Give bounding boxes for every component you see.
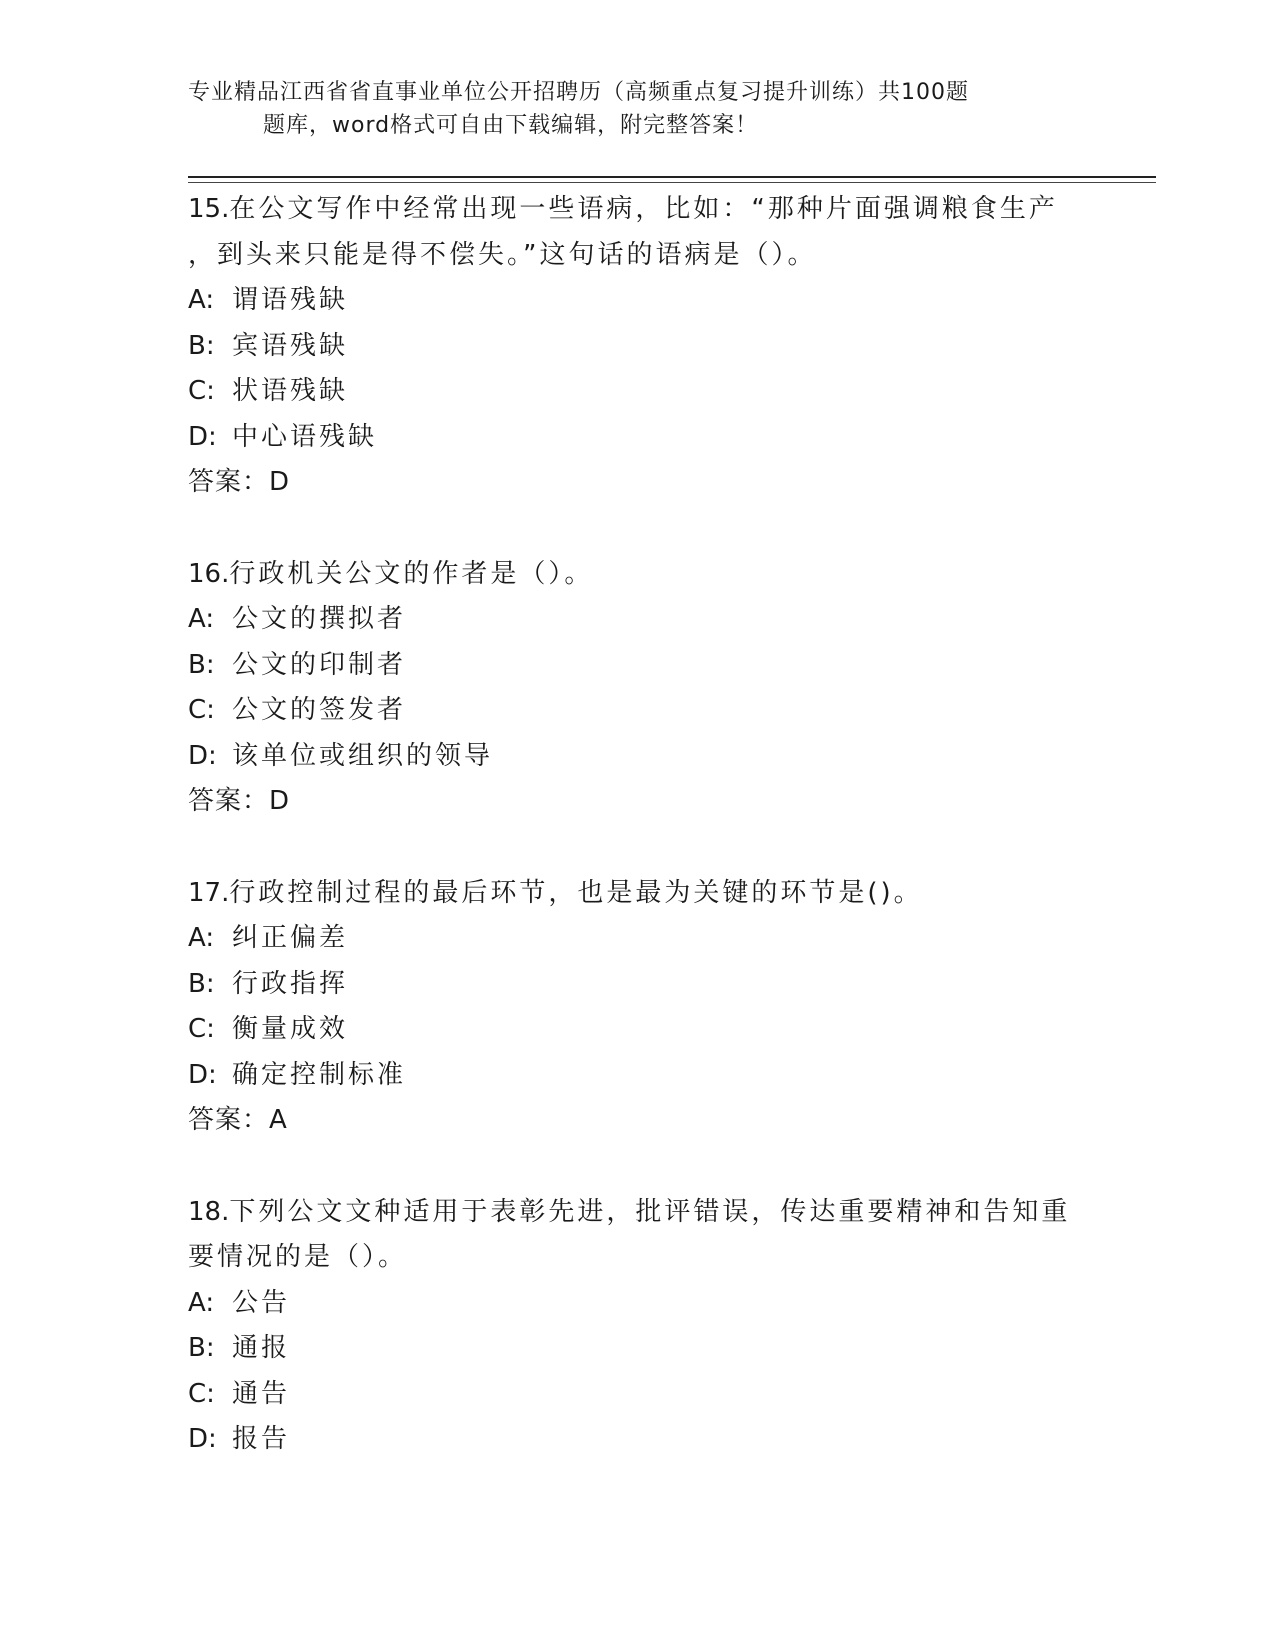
option-label: C:	[188, 1378, 215, 1409]
question-stem-line: 行政机关公文的作者是（）。	[229, 558, 594, 589]
question-stem-line: ，到头来只能是得不偿失。”这句话的语病是（）。	[188, 239, 817, 270]
option-b	[188, 643, 1088, 689]
option-d	[188, 734, 1088, 780]
option-text: 通报	[232, 1333, 291, 1363]
option-d	[188, 1053, 1088, 1099]
question-18	[188, 1190, 1088, 1463]
question-number: 16.	[188, 558, 230, 589]
option-text: 公告	[232, 1287, 291, 1318]
option-text: 通告	[232, 1378, 291, 1409]
question-number: 15.	[188, 194, 230, 224]
option-c	[188, 369, 1088, 415]
option-label: C:	[188, 1014, 215, 1044]
option-text: 报告	[232, 1424, 291, 1454]
question-stem-line: 在公文写作中经常出现一些语病，比如：“那种片面强调粮食生产	[229, 194, 1058, 224]
option-label: D:	[188, 740, 217, 771]
answer-line: 答案：A	[188, 1105, 288, 1135]
question-stem-continued	[188, 1235, 1088, 1281]
header-divider-thin	[188, 182, 1156, 183]
header-title-line-2: 题库，word格式可自由下载编辑，附完整答案！	[263, 113, 759, 138]
option-b	[188, 1326, 1088, 1372]
option-label: D:	[188, 1059, 217, 1090]
option-label: A:	[188, 285, 215, 315]
question-stem-line: 行政控制过程的最后环节，也是最为关键的环节是()。	[229, 877, 923, 908]
option-text: 谓语残缺	[232, 285, 349, 315]
option-a	[188, 916, 1088, 962]
question-stem-continued	[188, 233, 1088, 279]
question-number: 17.	[188, 877, 230, 908]
option-a	[188, 597, 1088, 643]
option-c	[188, 688, 1088, 734]
question-stem-line: 要情况的是（）。	[188, 1242, 408, 1272]
option-label: D:	[188, 1424, 217, 1454]
header-divider-thick	[188, 176, 1156, 178]
question-15	[188, 187, 1088, 506]
answer-line: 答案：D	[188, 467, 291, 497]
option-text: 行政指挥	[232, 968, 349, 999]
question-stem	[188, 871, 1088, 917]
option-label: A:	[188, 923, 215, 953]
option-label: B:	[188, 1333, 215, 1363]
question-stem	[188, 1190, 1088, 1236]
option-a	[188, 278, 1088, 324]
question-number: 18.	[188, 1196, 230, 1227]
option-text: 衡量成效	[232, 1014, 349, 1044]
option-b	[188, 962, 1088, 1008]
question-stem	[188, 552, 1088, 598]
option-text: 纠正偏差	[232, 923, 349, 953]
option-label: C:	[188, 695, 215, 725]
option-label: A:	[188, 1287, 215, 1318]
option-text: 确定控制标准	[232, 1059, 407, 1090]
answer-line: 答案：D	[188, 786, 291, 816]
question-16	[188, 552, 1088, 825]
option-text: 该单位或组织的领导	[232, 740, 494, 771]
question-list	[188, 187, 1088, 1509]
option-text: 中心语残缺	[232, 421, 378, 452]
question-stem-line: 下列公文文种适用于表彰先进，批评错误，传达重要精神和告知重	[229, 1196, 1071, 1227]
option-c	[188, 1007, 1088, 1053]
option-c	[188, 1372, 1088, 1418]
header-title-line-1: 专业精品江西省省直事业单位公开招聘历（高频重点复习提升训练）共100题	[188, 80, 969, 105]
document-header	[188, 76, 1048, 142]
option-b	[188, 324, 1088, 370]
option-text: 公文的印制者	[232, 649, 407, 680]
question-17	[188, 871, 1088, 1144]
question-stem	[188, 187, 1088, 233]
option-a	[188, 1281, 1088, 1327]
option-label: A:	[188, 604, 215, 634]
option-d	[188, 1417, 1088, 1463]
option-label: C:	[188, 376, 215, 406]
option-d	[188, 415, 1088, 461]
option-label: B:	[188, 968, 215, 999]
option-label: D:	[188, 421, 217, 452]
option-label: B:	[188, 649, 215, 680]
option-text: 宾语残缺	[232, 330, 349, 361]
option-text: 状语残缺	[232, 376, 349, 406]
option-label: B:	[188, 330, 215, 361]
option-text: 公文的签发者	[232, 695, 407, 725]
option-text: 公文的撰拟者	[232, 604, 407, 634]
